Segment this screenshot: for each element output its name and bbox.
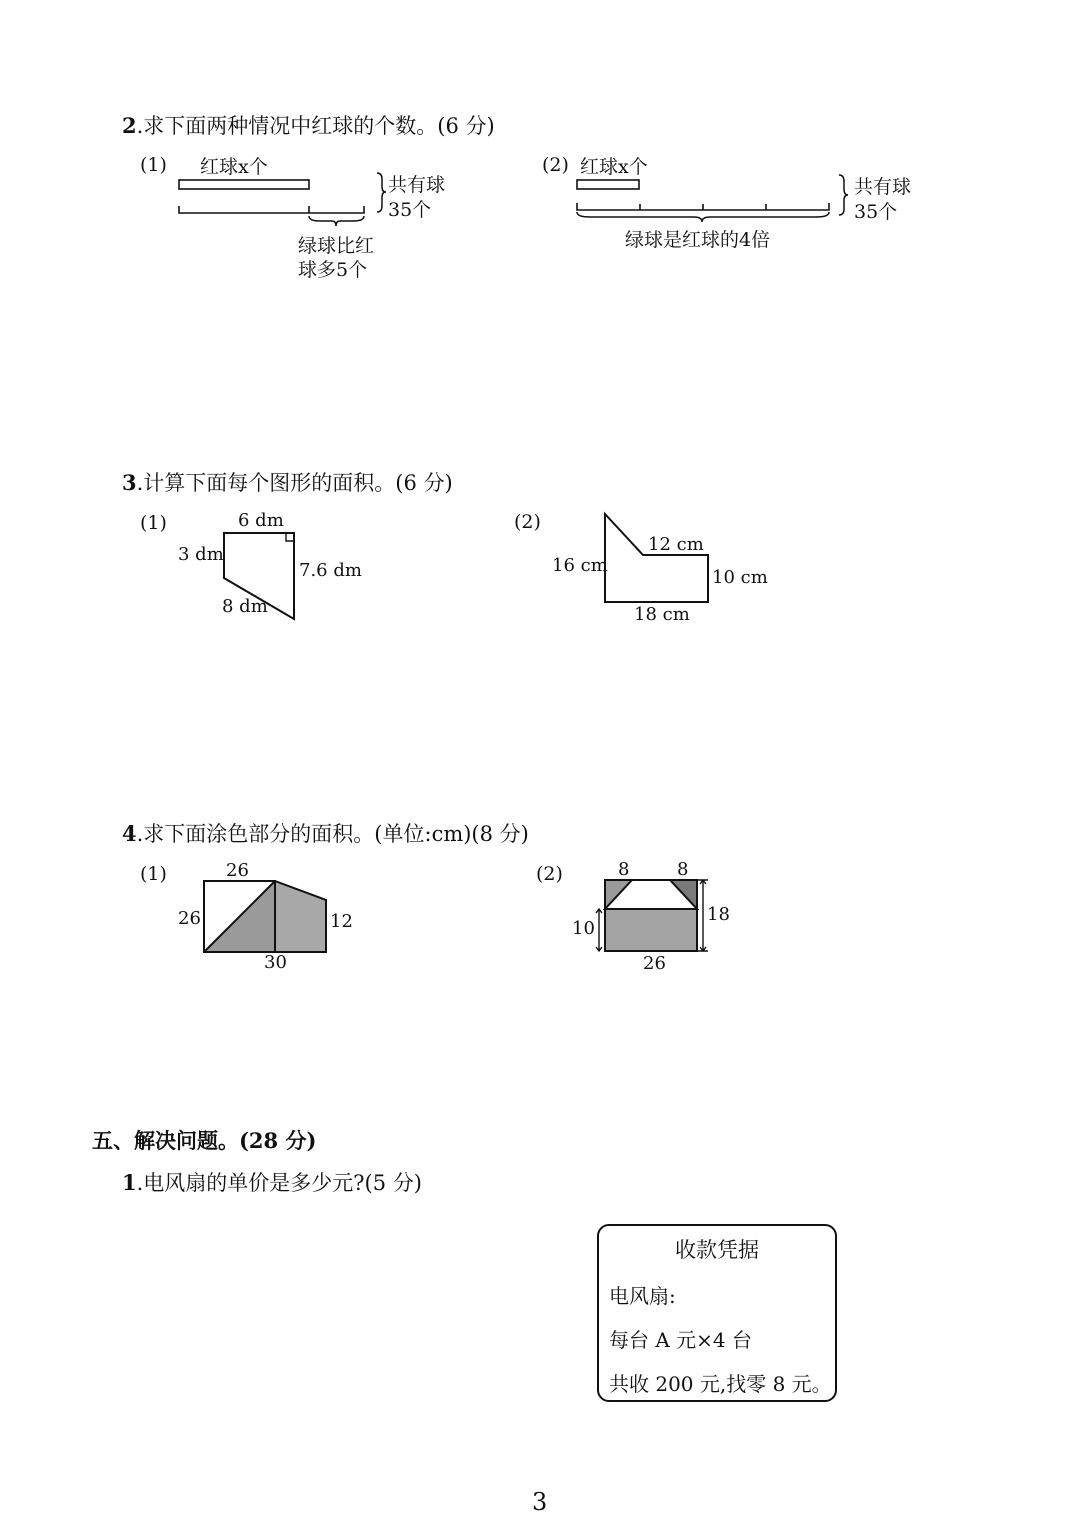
q2-part1-total-count: 35个 [388, 199, 432, 221]
q3-part2-left: 16 cm [552, 555, 608, 576]
q3-part2-label: (2) [514, 511, 541, 533]
q3-part1-slant: 8 dm [222, 596, 268, 617]
receipt-title: 收款凭据 [675, 1238, 759, 1262]
q4-part2-bottom: 26 [643, 953, 666, 974]
q4-part1-bottom: 30 [264, 952, 287, 973]
q3-part2-inner: 12 cm [648, 534, 704, 555]
page-number: 3 [532, 1488, 548, 1516]
q4-part2-label: (2) [536, 863, 563, 885]
receipt-line-item: 电风扇: [609, 1284, 676, 1308]
q2-part1-label: (1) [140, 154, 167, 176]
q3-part1-right: 7.6 dm [299, 560, 362, 581]
section5-q1-title: 1.电风扇的单价是多少元?(5 分) [122, 1170, 422, 1195]
q4-part2-left: 10 [572, 918, 595, 939]
q3-title: 3.计算下面每个图形的面积。(6 分) [122, 470, 453, 495]
q3-part1-left: 3 dm [178, 544, 224, 565]
q3-part1-label: (1) [140, 512, 167, 534]
q2-title: 2.求下面两种情况中红球的个数。(6 分) [122, 113, 495, 138]
q2-part1-green-label: 绿球比红 [298, 235, 375, 257]
q4-part2-top-right: 8 [677, 859, 689, 880]
q2-part2-total-label: 共有球 [854, 176, 912, 198]
q2-part2-label: (2) [542, 154, 569, 176]
receipt-box [597, 1224, 837, 1402]
q4-part2-right-dimension [697, 880, 708, 951]
q4-part1-left: 26 [178, 908, 201, 929]
q4-part2-shaded-bottom [605, 909, 697, 951]
q2-part2-total-count: 35个 [854, 201, 898, 223]
q2-part1-red-label: 红球x个 [200, 156, 268, 178]
q4-part2-left-dimension [596, 909, 602, 951]
q4-part1-shaded-trapezoid [275, 881, 326, 952]
q3-part2-bottom: 18 cm [634, 604, 690, 625]
receipt-line-total: 共收 200 元,找零 8 元。 [609, 1372, 832, 1396]
q4-part1-label: (1) [140, 863, 167, 885]
q4-part2-top-left: 8 [618, 859, 630, 880]
q2-part1-green-label-2: 球多5个 [298, 259, 368, 281]
q2-part2-red-label: 红球x个 [580, 156, 648, 178]
q4-part1-right: 12 [330, 911, 353, 932]
q4-title: 4.求下面涂色部分的面积。(单位:cm)(8 分) [122, 821, 529, 846]
q4-part2-right: 18 [707, 904, 730, 925]
receipt-line-price: 每台 A 元×4 台 [609, 1328, 752, 1352]
q3-part2-right: 10 cm [712, 567, 768, 588]
q4-part1-top: 26 [226, 860, 249, 881]
q2-part2-green-label: 绿球是红球的4倍 [625, 229, 771, 251]
section5-title: 五、解决问题。(28 分) [92, 1128, 317, 1153]
q2-part1-total-label: 共有球 [388, 174, 446, 196]
q3-part1-top: 6 dm [238, 510, 284, 531]
